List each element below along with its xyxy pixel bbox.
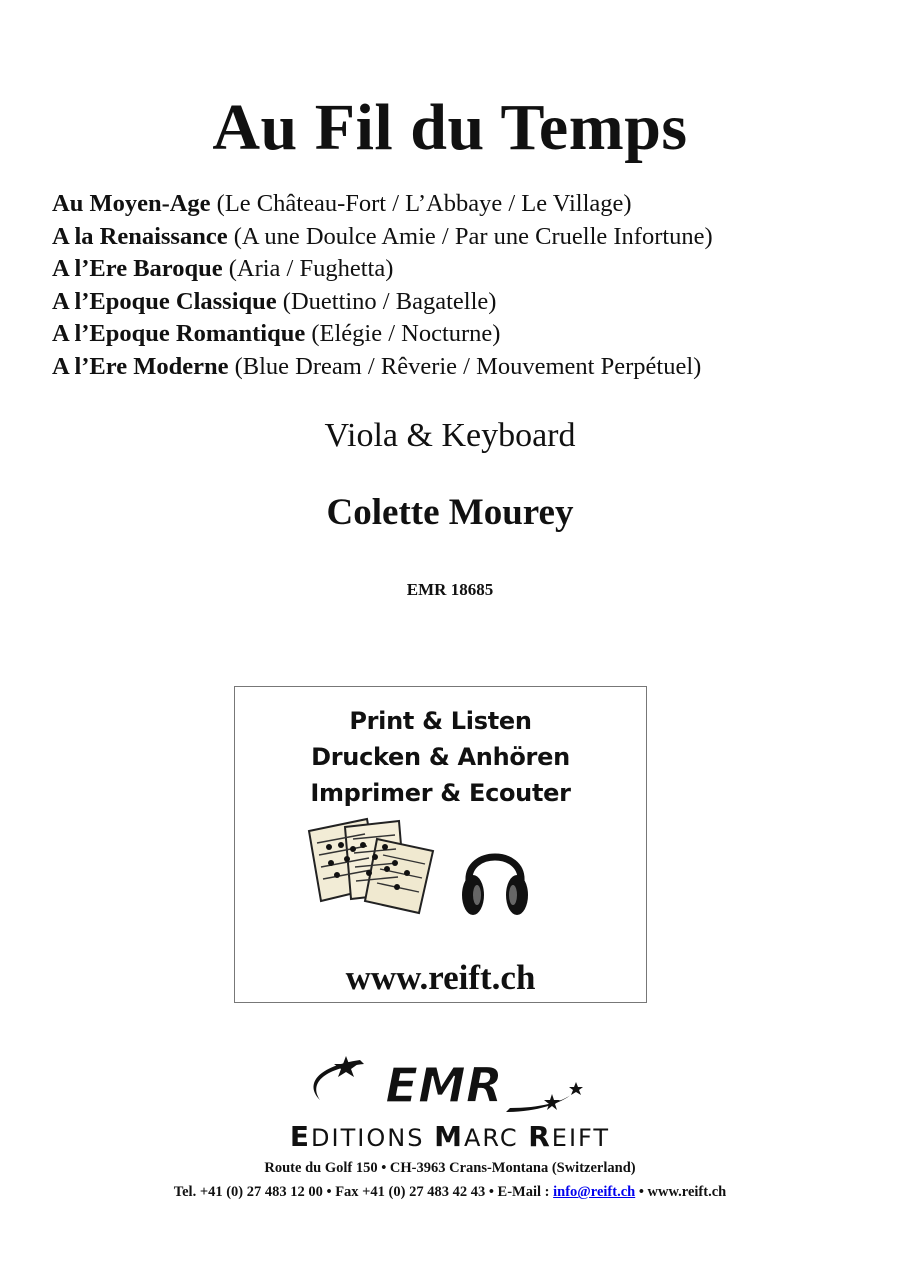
emr-logo-text: EMR — [385, 1058, 503, 1114]
promo-line: Print & Listen — [349, 707, 532, 735]
movement-item — [52, 318, 892, 351]
movement-era: A l’Ere Baroque — [52, 255, 223, 282]
page-title: Au Fil du Temps — [212, 91, 688, 164]
movement-list — [52, 188, 892, 383]
print-listen-box — [234, 686, 647, 1003]
catalog-number: EMR 18685 — [406, 580, 494, 599]
email-link[interactable]: info@reift.ch — [553, 1184, 636, 1200]
movement-item — [52, 253, 892, 286]
wordmark-rest: EIFT — [551, 1124, 611, 1152]
promo-line: Drucken & Anhören — [311, 743, 570, 771]
composer-name: Colette Mourey — [326, 492, 574, 533]
publisher-wordmark — [0, 1122, 900, 1153]
publisher-address: Route du Golf 150 • CH-3963 Crans-Montana (Switzerland) — [264, 1160, 636, 1176]
wordmark-rest: ARC — [463, 1124, 519, 1152]
contact-website: • www.reift.ch — [638, 1184, 727, 1200]
movement-pieces: (Elégie / Nocturne) — [311, 320, 501, 347]
movement-era: A l’Epoque Romantique — [52, 320, 306, 347]
instrumentation: Viola & Keyboard — [324, 417, 576, 454]
movement-era: A la Renaissance — [52, 222, 228, 250]
movement-item — [52, 221, 892, 254]
promo-lines — [235, 703, 646, 811]
movement-era: A l’Epoque Classique — [52, 287, 277, 315]
promo-line: Imprimer & Ecouter — [310, 779, 571, 807]
sheet-music-icon — [307, 817, 437, 917]
movement-era: Au Moyen-Age — [52, 190, 211, 217]
wordmark-initial: E — [289, 1120, 312, 1153]
wordmark-initial: M — [434, 1120, 464, 1153]
publisher-contact — [0, 1182, 900, 1202]
movement-item — [52, 188, 892, 221]
movement-item — [52, 286, 892, 319]
movement-era: A l’Ere Moderne — [52, 352, 229, 380]
movement-pieces: (Le Château-Fort / L’Abbaye / Le Village) — [216, 190, 632, 217]
movement-pieces: (Blue Dream / Rêverie / Mouvement Perpétuel) — [234, 352, 702, 380]
wordmark-rest: DITIONS — [311, 1124, 425, 1152]
movement-pieces: (Aria / Fughetta) — [228, 255, 394, 282]
promo-url: www.reift.ch — [345, 958, 536, 997]
contact-phone-fax: Tel. +41 (0) 27 483 12 00 • Fax +41 (0) 27 483 42 43 • E-Mail : — [173, 1184, 550, 1200]
movement-pieces: (A une Doulce Amie / Par une Cruelle Infortune) — [233, 222, 713, 250]
movement-item — [52, 351, 892, 384]
headphones-icon — [459, 837, 531, 919]
wordmark-initial: R — [528, 1120, 552, 1153]
movement-pieces: (Duettino / Bagatelle) — [282, 287, 497, 315]
emr-logo — [300, 1052, 590, 1118]
